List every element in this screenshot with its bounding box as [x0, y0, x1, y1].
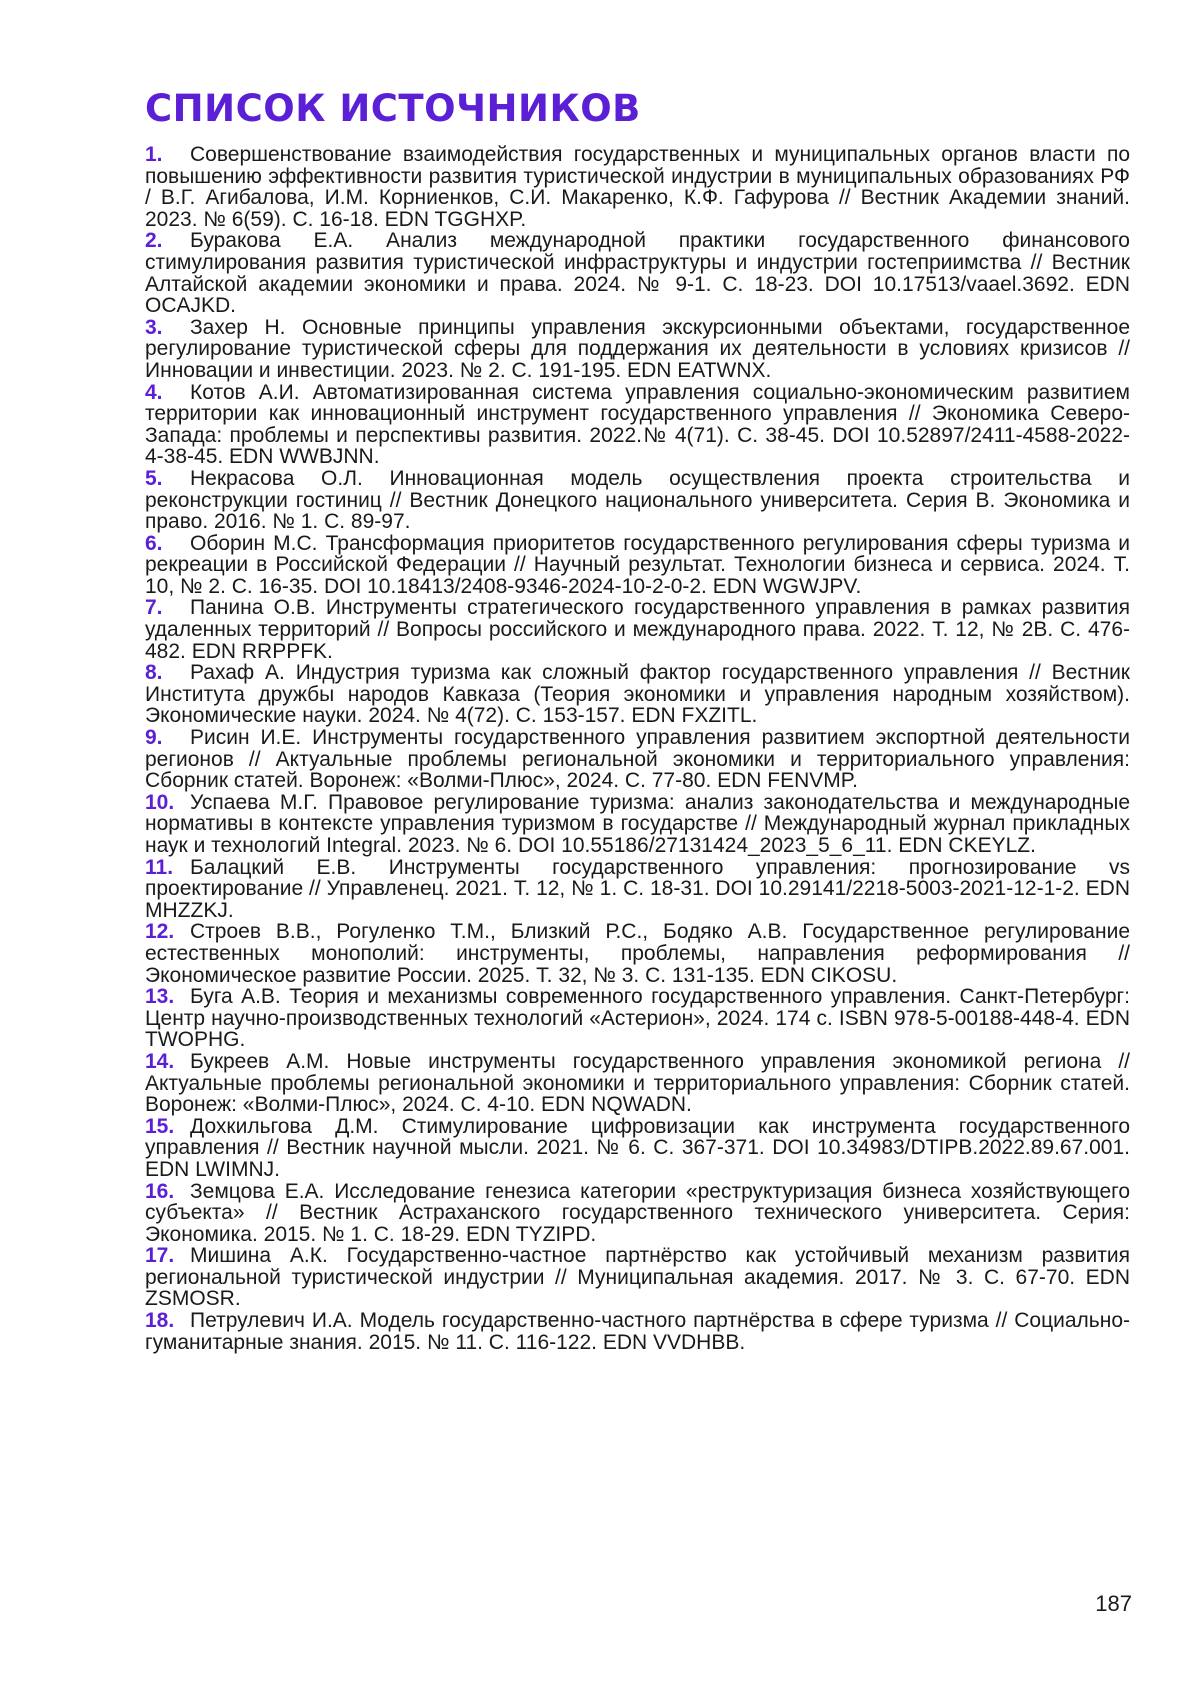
reference-item [145, 230, 1130, 316]
reference-text: Рахаф А. Индустрия туризма как сложный фактор государственного управления // Вестник Института дружбы народов Кавказа (Теория экономики и управления народным хозяйством). Экономические науки. 2024. № 4(72). С. 153-157. EDN FXZITL. [145, 661, 1130, 727]
reference-number: 17. [145, 1245, 190, 1267]
page-title: СПИСОК ИСТОЧНИКОВ [145, 86, 1130, 132]
reference-text: Буракова Е.А. Анализ международной практики государственного финансового стимулирования развития туристической инфраструктуры и индустрии гостеприимства // Вестник Алтайской академии экономики и права. 2024. № 9-1. С. 18-23. DOI 10.17513/vaael.3692. EDN OCAJKD. [145, 229, 1130, 317]
reference-item [145, 921, 1130, 986]
reference-number: 2. [145, 230, 190, 252]
reference-item [145, 1051, 1130, 1116]
reference-text: Рисин И.Е. Инструменты государственного управления развитием экспортной деятельности регионов // Актуальные проблемы региональной экономики и территориального управления: Сборник статей. Воронеж: «Волми-Плюс», 2024. С. 77-80. EDN FENVMP. [145, 726, 1130, 792]
reference-text: Буга А.В. Теория и механизмы современного государственного управления. Санкт-Петербург: Центр научно-производственных технологий «Астерион», 2024. 174 с. ISBN 978-5-00188-448-4. EDN TWOPHG. [145, 985, 1130, 1051]
reference-number: 15. [145, 1116, 190, 1138]
reference-text: Строев В.В., Рогуленко Т.М., Близкий Р.С., Бодяко А.В. Государственное регулирование естественных монополий: инструменты, проблемы, направления реформирования // Экономическое развитие России. 2025. Т. 32, № 3. С. 131-135. EDN CIKOSU. [145, 920, 1130, 986]
reference-number: 13. [145, 986, 190, 1008]
reference-item [145, 857, 1130, 922]
reference-item [145, 144, 1130, 230]
reference-number: 4. [145, 382, 190, 404]
reference-item [145, 662, 1130, 727]
reference-text: Совершенствование взаимодействия государственных и муниципальных органов власти по повышению эффективности развития туристической индустрии в муниципальных образованиях РФ / В.Г. Агибалова, И.М. Корниенков, С.И. Макаренко, К.Ф. Гафурова // Вестник Академии знаний. 2023. № 6(59). С. 16-18. EDN TGGHXP. [145, 143, 1130, 231]
reference-item [145, 792, 1130, 857]
reference-text: Петрулевич И.А. Модель государственно-частного партнёрства в сфере туризма // Социально-гуманитарные знания. 2015. № 11. С. 116-122. EDN VVDHBB. [145, 1309, 1130, 1354]
reference-text: Успаева М.Г. Правовое регулирование туризма: анализ законодательства и международные нормативы в контексте управления туризмом в государстве // Международный журнал прикладных наук и технологий Integral. 2023. № 6. DOI 10.55186/27131424_2023_5_6_11. EDN CKEYLZ. [145, 791, 1130, 857]
reference-number: 9. [145, 727, 190, 749]
reference-number: 7. [145, 597, 190, 619]
reference-number: 8. [145, 662, 190, 684]
reference-item [145, 1310, 1130, 1353]
reference-text: Котов А.И. Автоматизированная система управления социально-экономическим развитием территории как инновационный инструмент государственного управления // Экономика Северо-Запада: проблемы и перспективы развития. 2022.№ 4(71). С. 38-45. DOI 10.52897/2411-4588-2022-4-38-45. EDN WWBJNN. [145, 381, 1130, 469]
reference-number: 5. [145, 468, 190, 490]
reference-number: 18. [145, 1310, 190, 1332]
reference-text: Балацкий Е.В. Инструменты государственного управления: прогнозирование vs проектирование // Управленец. 2021. Т. 12, № 1. С. 18-31. DOI 10.29141/2218-5003-2021-12-1-2. EDN MHZZKJ. [145, 856, 1130, 922]
reference-number: 11. [145, 857, 190, 879]
reference-item [145, 1116, 1130, 1181]
reference-text: Захер Н. Основные принципы управления экскурсионными объектами, государственное регулирование туристической сферы для поддержания их деятельности в условиях кризисов // Инновации и инвестиции. 2023. № 2. С. 191-195. EDN EATWNX. [145, 316, 1130, 382]
reference-number: 10. [145, 792, 190, 814]
reference-number: 16. [145, 1181, 190, 1203]
reference-item [145, 317, 1130, 382]
reference-item [145, 468, 1130, 533]
reference-text: Оборин М.С. Трансформация приоритетов государственного регулирования сферы туризма и рекреации в Российской Федерации // Научный результат. Технологии бизнеса и сервиса. 2024. Т. 10, № 2. С. 16-35. DOI 10.18413/2408-9346-2024-10-2-0-2. EDN WGWJPV. [145, 532, 1130, 598]
reference-text: Панина О.В. Инструменты стратегического государственного управления в рамках развития удаленных территорий // Вопросы российского и международного права. 2022. Т. 12, № 2В. С. 476-482. EDN RRPPFK. [145, 596, 1130, 662]
reference-text: Мишина А.К. Государственно-частное партнёрство как устойчивый механизм развития региональной туристической индустрии // Муниципальная академия. 2017. № 3. С. 67-70. EDN ZSMOSR. [145, 1244, 1130, 1310]
document-page [145, 86, 1130, 1353]
reference-number: 6. [145, 533, 190, 555]
reference-number: 3. [145, 317, 190, 339]
reference-item [145, 986, 1130, 1051]
reference-list [145, 144, 1130, 1353]
reference-text: Некрасова О.Л. Инновационная модель осуществления проекта строительства и реконструкции гостиниц // Вестник Донецкого национального университета. Серия В. Экономика и право. 2016. № 1. С. 89-97. [145, 467, 1130, 533]
reference-item [145, 727, 1130, 792]
reference-item [145, 382, 1130, 468]
reference-item [145, 1181, 1130, 1246]
reference-text: Букреев А.М. Новые инструменты государственного управления экономикой региона // Актуальные проблемы региональной экономики и территориального управления: Сборник статей. Воронеж: «Волми-Плюс», 2024. С. 4-10. EDN NQWADN. [145, 1050, 1130, 1116]
reference-number: 12. [145, 921, 190, 943]
reference-text: Земцова Е.А. Исследование генезиса категории «реструктуризация бизнеса хозяйствующего субъекта» // Вестник Астраханского государственного технического университета. Серия: Экономика. 2015. № 1. С. 18-29. EDN TYZIPD. [145, 1180, 1130, 1246]
reference-item [145, 597, 1130, 662]
reference-text: Дохкильгова Д.М. Стимулирование цифровизации как инструмента государственного управления // Вестник научной мысли. 2021. № 6. С. 367-371. DOI 10.34983/DTIPB.2022.89.67.001. EDN LWIMNJ. [145, 1115, 1130, 1181]
reference-number: 14. [145, 1051, 190, 1073]
reference-item [145, 533, 1130, 598]
reference-item [145, 1245, 1130, 1310]
page-number: 187 [1095, 1591, 1132, 1617]
reference-number: 1. [145, 144, 190, 166]
